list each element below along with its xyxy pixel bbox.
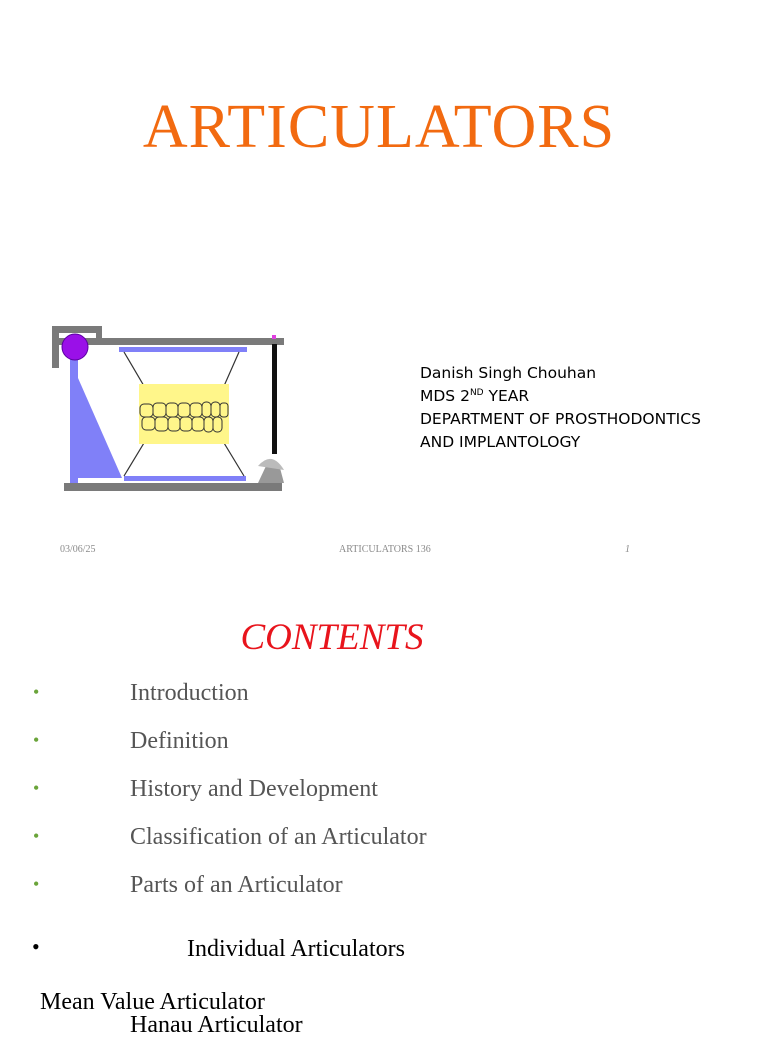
bullet-icon: •: [33, 730, 40, 750]
sub-item: Mean Value Articulator: [40, 989, 265, 1015]
contents-item: History and Development: [130, 776, 378, 802]
author-year-sup: ND: [469, 387, 484, 398]
slide-title: ARTICULATORS: [142, 93, 616, 161]
bullet-icon: •: [33, 874, 40, 894]
footer-page-number: 1: [625, 544, 630, 555]
bullet-icon: •: [33, 826, 40, 846]
author-year: [420, 385, 701, 408]
author-block: [420, 362, 701, 454]
author-year-prefix: MDS 2: [420, 387, 470, 405]
author-department-line1: DEPARTMENT OF PROSTHODONTICS: [420, 410, 701, 428]
bullet-icon: •: [32, 934, 40, 959]
bullet-icon: •: [33, 778, 40, 798]
footer-center: ARTICULATORS 136: [339, 544, 431, 555]
contents-item-individual: Individual Articulators: [187, 936, 405, 962]
articulator-illustration: [44, 318, 290, 498]
footer-date: 03/06/25: [60, 544, 96, 555]
contents-item: Introduction: [130, 680, 249, 706]
author-year-suffix: YEAR: [483, 387, 530, 405]
contents-item: Definition: [130, 728, 229, 754]
contents-item: Parts of an Articulator: [130, 872, 343, 898]
bullet-icon: •: [33, 682, 40, 702]
sub-item: Hanau Articulator: [130, 1012, 303, 1038]
author-department-line2: AND IMPLANTOLOGY: [420, 433, 581, 451]
contents-title: CONTENTS: [240, 617, 424, 658]
contents-item: Classification of an Articulator: [130, 824, 427, 850]
author-name: Danish Singh Chouhan: [420, 364, 597, 382]
